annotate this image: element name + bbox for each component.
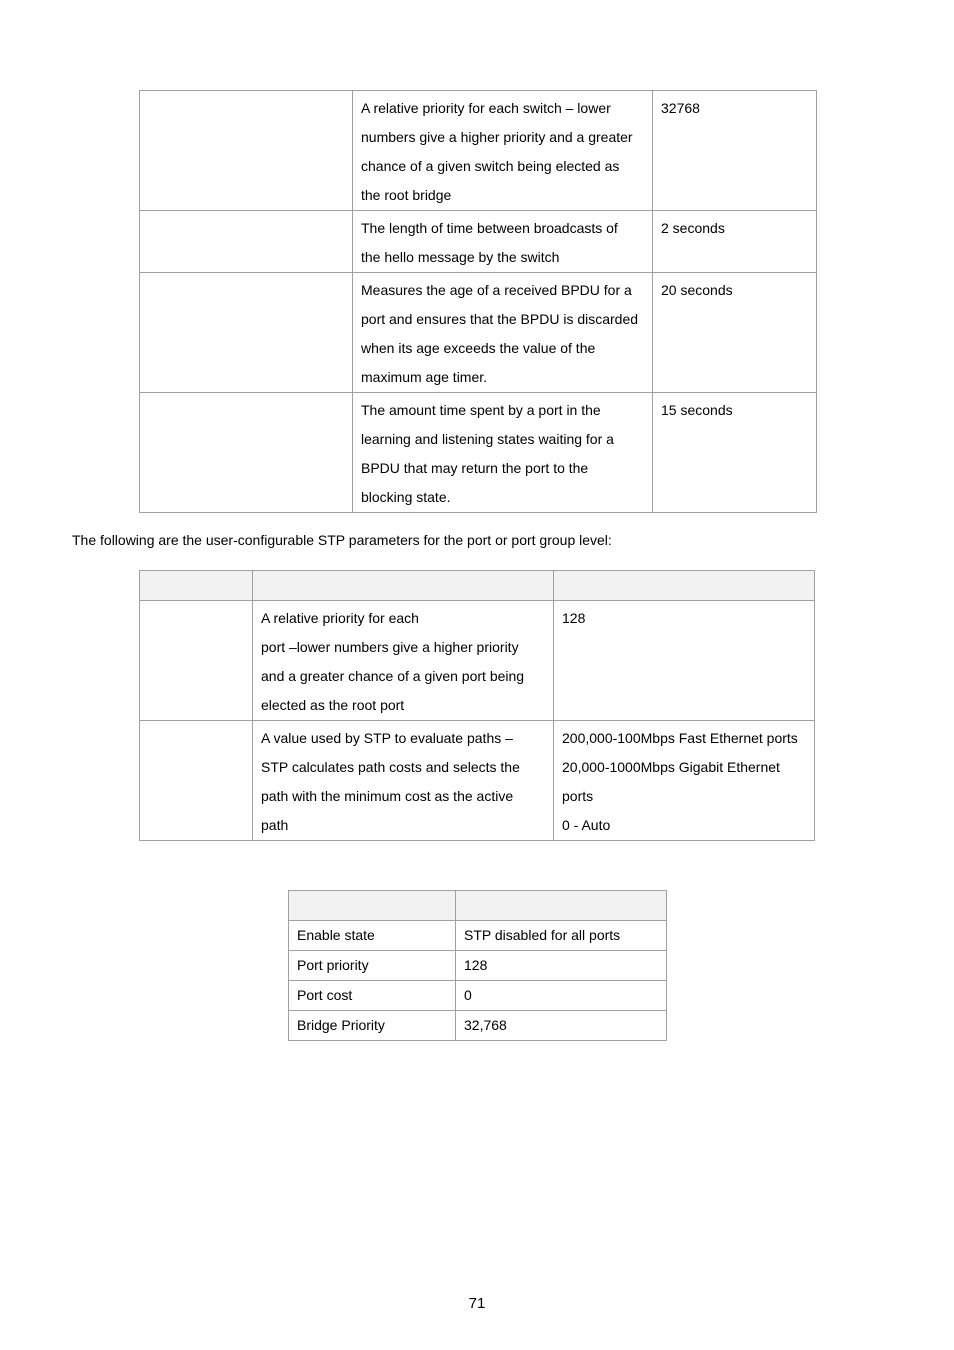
description-line: blocking state. bbox=[361, 489, 451, 505]
description-cell bbox=[253, 601, 554, 721]
description-line: elected as the root port bbox=[261, 697, 405, 713]
default-value-cell: STP disabled for all ports bbox=[456, 921, 667, 951]
stp-defaults-table bbox=[288, 890, 667, 1041]
header-cell bbox=[554, 571, 815, 601]
parameter-name-cell bbox=[140, 601, 253, 721]
default-value-line: 200,000-100Mbps Fast Ethernet ports bbox=[562, 730, 798, 746]
default-value-cell: 2 seconds bbox=[653, 211, 817, 273]
parameter-name-cell bbox=[140, 211, 353, 273]
description-line: chance of a given switch being elected as bbox=[361, 158, 620, 174]
description-cell bbox=[253, 721, 554, 841]
table-row bbox=[140, 211, 817, 273]
default-value-cell bbox=[554, 721, 815, 841]
description-line: STP calculates path costs and selects the bbox=[261, 759, 520, 775]
description-line: the hello message by the switch bbox=[361, 249, 560, 265]
description-line: path bbox=[261, 817, 289, 833]
parameter-name-cell bbox=[140, 393, 353, 513]
default-value-line: 0 - Auto bbox=[562, 817, 611, 833]
header-cell bbox=[253, 571, 554, 601]
description-cell bbox=[353, 273, 653, 393]
description-line: and a greater chance of a given port being bbox=[261, 668, 525, 684]
description-cell bbox=[353, 211, 653, 273]
feature-cell: Bridge Priority bbox=[289, 1011, 456, 1041]
parameter-name-cell bbox=[140, 91, 353, 211]
port-parameters-table bbox=[139, 570, 815, 841]
table-row bbox=[140, 273, 817, 393]
description-line: maximum age timer. bbox=[361, 369, 488, 385]
parameter-name-cell bbox=[140, 273, 353, 393]
table-row bbox=[140, 601, 815, 721]
default-value-cell: 0 bbox=[456, 981, 667, 1011]
description-cell bbox=[353, 393, 653, 513]
table-header-row bbox=[140, 571, 815, 601]
description-line: A value used by STP to evaluate paths – bbox=[261, 730, 513, 746]
page-number: 71 bbox=[468, 1295, 486, 1312]
table-row bbox=[140, 91, 817, 211]
default-value-cell: 20 seconds bbox=[653, 273, 817, 393]
description-line: port and ensures that the BPDU is discarded bbox=[361, 311, 639, 327]
table-header-row bbox=[289, 891, 667, 921]
description-cell bbox=[353, 91, 653, 211]
bridge-parameters-table bbox=[139, 90, 817, 513]
default-value-line: ports bbox=[562, 788, 594, 804]
table-row bbox=[140, 393, 817, 513]
description-line: learning and listening states waiting for a bbox=[361, 431, 614, 447]
description-line: numbers give a higher priority and a greater bbox=[361, 129, 633, 145]
description-line: BPDU that may return the port to the bbox=[361, 460, 589, 476]
table-row bbox=[140, 721, 815, 841]
header-cell bbox=[140, 571, 253, 601]
description-line: the root bridge bbox=[361, 187, 452, 203]
description-line: A relative priority for each switch – lower bbox=[361, 100, 611, 116]
default-value-line: 20,000-1000Mbps Gigabit Ethernet bbox=[562, 759, 780, 775]
default-value-cell: 32,768 bbox=[456, 1011, 667, 1041]
default-value-cell bbox=[554, 601, 815, 721]
intro-paragraph: The following are the user-configurable STP parameters for the port or port group level: bbox=[72, 532, 612, 548]
description-line: when its age exceeds the value of the bbox=[361, 340, 596, 356]
default-value-line: 128 bbox=[562, 610, 586, 626]
feature-cell: Enable state bbox=[289, 921, 456, 951]
description-line: A relative priority for each bbox=[261, 610, 419, 626]
table-row bbox=[289, 921, 667, 951]
table-row bbox=[289, 1011, 667, 1041]
description-line: The amount time spent by a port in the bbox=[361, 402, 601, 418]
default-value-cell: 128 bbox=[456, 951, 667, 981]
description-line: The length of time between broadcasts of bbox=[361, 220, 618, 236]
table-row bbox=[289, 951, 667, 981]
feature-cell: Port priority bbox=[289, 951, 456, 981]
description-line: Measures the age of a received BPDU for a bbox=[361, 282, 632, 298]
parameter-name-cell bbox=[140, 721, 253, 841]
default-value-cell: 32768 bbox=[653, 91, 817, 211]
header-cell bbox=[456, 891, 667, 921]
header-cell bbox=[289, 891, 456, 921]
table-row bbox=[289, 981, 667, 1011]
feature-cell: Port cost bbox=[289, 981, 456, 1011]
description-line: path with the minimum cost as the active bbox=[261, 788, 514, 804]
description-line: port –lower numbers give a higher priority bbox=[261, 639, 519, 655]
default-value-cell: 15 seconds bbox=[653, 393, 817, 513]
